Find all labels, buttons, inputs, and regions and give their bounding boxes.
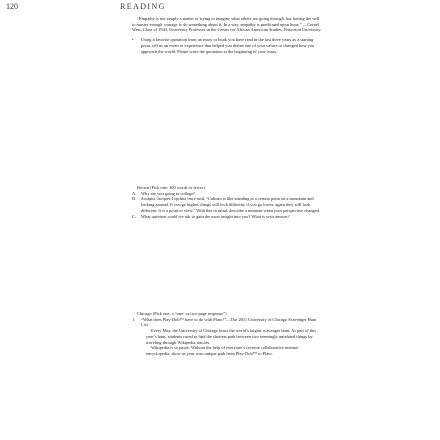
- running-head: READING: [120, 2, 166, 11]
- intro-quote: “Empathy is not simply a matter of trying to imagine what others are going through, but having the will to muster enough courage to do something about it. In a way, empathy is predicated upon hope.” —Cornel West, Class of 1943, University Professor in the Center for African American Studies, Princeton University.: [132, 16, 322, 33]
- bullet-marker: •: [132, 37, 134, 43]
- brown-prompt-b: Sculptor Jacques Lipchitz once said, “Cubism is like standing at a certain point on a mountain and looking around. If you go higher, things will look different; if you go lower, again they will look different. It is a point of view.” With this in mind, describe a moment when your perspective changed.: [141, 196, 320, 213]
- brown-prompt-c: What question could we ask to gain the most insight into you? What is your answer?: [141, 213, 290, 219]
- chicago-section: [132, 311, 322, 357]
- list-marker-1: 1.: [132, 316, 136, 322]
- chicago-paragraph-2: Wikipedia is so passé. Without the help of everyone’s favorite collaborative internet encyclopedia, show us your own unique path from Play-Doh™ to Plato.: [146, 345, 299, 356]
- list-item: [132, 317, 322, 328]
- chicago-prompt-1: “What does Play-Doh™ have to do with Plato?”—The 2011 University of Chicago Scavenger Hunt List: [141, 316, 317, 328]
- list-marker-a: A.: [132, 190, 137, 196]
- list-item: [132, 196, 322, 213]
- list-item: [132, 214, 322, 220]
- list-marker-b: B.: [132, 196, 137, 202]
- brown-prompt-a: Why are you going to college?: [141, 190, 196, 196]
- page-number: 120: [6, 2, 18, 11]
- chicago-paragraph-1: Every May, the University of Chicago hosts the world’s largest scavenger hunt. As part of this year’s hunt, students raced to find the shortest path between two seemingly unrelated things by traveling through Wikipedia articles.: [146, 328, 317, 345]
- bullet-prompt-text: Using a favorite quotation from an essay or book you have read in the last three years as a starting point, tell us an event or experience that helped you define one of your values or changed how you approach the world. Please write the quotation at the beginning of your essay.: [141, 37, 315, 54]
- chicago-heading: Chicago (Pick one; a “one- or two-page response”): [137, 311, 227, 316]
- brown-section: [132, 185, 322, 219]
- list-marker-c: C.: [132, 213, 137, 219]
- intro-section: [132, 16, 322, 54]
- list-item: [132, 37, 322, 54]
- brown-heading: Brown (Pick one; 300 words or fewer): [137, 185, 205, 190]
